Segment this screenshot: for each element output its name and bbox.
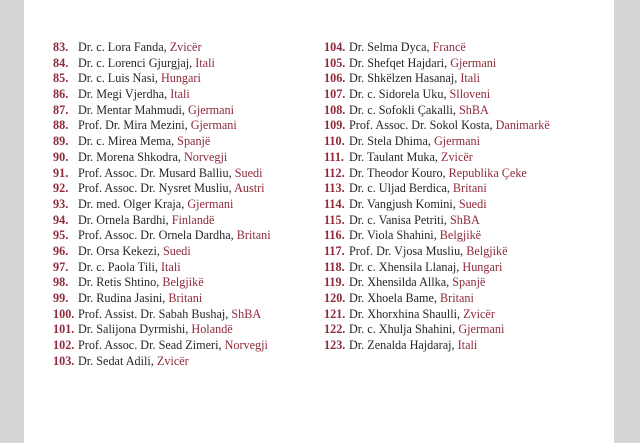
list-item: 120. Dr. Xhoela Bame, Britani	[324, 291, 474, 305]
entry-country: Britani	[236, 228, 271, 243]
entry-number: 111.	[324, 149, 344, 164]
entry-name: Dr. c. Xhulja Shahini	[349, 322, 453, 337]
list-item: 116. Dr. Viola Shahini, Belgjikë	[324, 228, 482, 243]
list-item: 83. Dr. c. Lora Fanda, Zvicër	[53, 40, 202, 54]
list-item: 118. Dr. c. Xhensila Llanaj, Hungari	[324, 259, 503, 274]
entry-name: Prof. Assoc. Dr. Musard Balliu	[78, 165, 229, 180]
entry-country: Itali	[170, 87, 190, 102]
entry-country: Hungari	[160, 71, 201, 86]
entry-number: 119.	[324, 275, 345, 290]
list-item: 110. Dr. Stela Dhima, Gjermani	[324, 134, 480, 149]
entry-country: Zvicër	[169, 40, 202, 54]
list-item: 123. Dr. Zenalda Hajdaraj, Itali	[324, 338, 478, 353]
list-item: 92. Prof. Assoc. Dr. Nysret Musliu, Austri	[53, 181, 265, 196]
entry-name: Dr. Viola Shahini	[349, 228, 434, 243]
entry-name: Dr. Morena Shkodra	[78, 149, 178, 164]
list-item: 103. Dr. Sedat Adili, Zvicër	[53, 353, 189, 368]
entry-name: Dr. c. Xhensila Llanaj	[349, 259, 457, 274]
list-item: 89. Dr. c. Mirea Mema, Spanjë	[53, 134, 211, 149]
entry-country: Gjermani	[188, 102, 235, 117]
list-item: 98. Dr. Retis Shtino, Belgjikë	[53, 275, 204, 290]
list-item: 108. Dr. c. Sofokli Çakalli, ShBA	[324, 102, 489, 117]
entry-name: Prof. Assoc. Dr. Nysret Musliu	[78, 181, 229, 196]
entry-country: Gjermani	[190, 118, 237, 133]
entry-name: Dr. c. Lora Fanda	[78, 40, 164, 54]
entry-name: Dr. Xhensilda Allka	[349, 275, 447, 290]
entry-country: Itali	[460, 71, 480, 86]
list-item: 94. Dr. Ornela Bardhi, Finlandë	[53, 212, 215, 227]
entry-name: Dr. Stela Dhima	[349, 134, 428, 149]
list-item: 115. Dr. c. Vanisa Petriti, ShBA	[324, 212, 480, 227]
entry-country: Austri	[234, 181, 265, 196]
list-column-right	[324, 40, 550, 354]
entry-country: Belgjikë	[466, 243, 508, 258]
entry-country: Zvicër	[463, 306, 495, 321]
entry-country: Gjermani	[458, 322, 505, 337]
entry-name: Dr. Vangjush Komini	[349, 196, 453, 211]
entry-country: Spanjë	[452, 275, 486, 290]
entry-country: Itali	[457, 338, 478, 353]
entry-country: Gjermani	[187, 196, 234, 211]
entry-name: Prof. Assist. Dr. Sabah Bushaj	[78, 306, 226, 321]
entry-country: Holandë	[191, 322, 233, 337]
entry-country: Itali	[160, 259, 181, 274]
list-item: 119. Dr. Xhensilda Allka, Spanjë	[324, 275, 486, 290]
entry-number: 123.	[324, 338, 346, 353]
entry-name: Dr. Sedat Adili	[78, 353, 151, 368]
entry-country: Slloveni	[449, 87, 491, 102]
entry-number: 109.	[324, 118, 346, 133]
entry-name: Prof. Assoc. Dr. Sead Zimeri	[78, 338, 219, 353]
entry-country: Suedi	[162, 243, 191, 258]
entry-country: Itali	[195, 55, 215, 70]
entry-country: Republika Çeke	[448, 165, 527, 180]
list-item: 86. Dr. Megi Vjerdha, Itali	[53, 87, 190, 102]
entry-number: 115.	[324, 212, 345, 227]
entry-number: 104.	[324, 40, 346, 54]
entry-name: Dr. Zenalda Hajdaraj	[349, 338, 452, 353]
entry-country: Britani	[168, 291, 203, 305]
entry-country: Gjermani	[433, 134, 480, 149]
entry-name: Dr. c. Lorenci Gjurgjaj	[78, 55, 190, 70]
entry-name: Dr. Orsa Kekezi	[78, 243, 157, 258]
entry-number: 85.	[53, 71, 69, 86]
list-item: 107. Dr. c. Sidorela Uku, Slloveni	[324, 87, 491, 102]
list-item: 111. Dr. Taulant Muka, Zvicër	[324, 149, 473, 164]
entry-name: Dr. Theodor Kouro	[349, 165, 443, 180]
list-item: 122. Dr. c. Xhulja Shahini, Gjermani	[324, 322, 505, 337]
list-item: 101. Dr. Salijona Dyrmishi, Holandë	[53, 322, 233, 337]
entry-country: Zvicër	[156, 353, 189, 368]
entry-number: 118.	[324, 259, 345, 274]
entry-number: 97.	[53, 259, 69, 274]
entry-country: Gjermani	[450, 55, 497, 70]
entry-country: Zvicër	[441, 149, 473, 164]
entry-country: Danimarkë	[495, 118, 550, 133]
entry-number: 84.	[53, 55, 69, 70]
list-item: 121. Dr. Xhorxhina Shaulli, Zvicër	[324, 306, 495, 321]
entry-name: Dr. c. Uljad Berdica	[349, 181, 447, 196]
list-item: 106. Dr. Shkëlzen Hasanaj, Itali	[324, 71, 480, 86]
entry-name: Dr. c. Mirea Mema	[78, 134, 172, 149]
entry-name: Dr. Rudina Jasini	[78, 291, 163, 305]
document-page	[24, 0, 614, 443]
entry-country: Francë	[432, 40, 466, 54]
entry-country: Suedi	[234, 165, 263, 180]
list-column-left	[53, 40, 271, 369]
list-item: 102. Prof. Assoc. Dr. Sead Zimeri, Norvegji	[53, 338, 268, 353]
entry-name: Dr. Selma Dyca	[349, 40, 427, 54]
entry-country: Spanjë	[177, 134, 211, 149]
entry-country: Finlandë	[171, 212, 215, 227]
entry-country: Britani	[440, 291, 474, 305]
entry-number: 95.	[53, 228, 69, 243]
entry-name: Prof. Dr. Mira Mezini	[78, 118, 185, 133]
entry-number: 108.	[324, 102, 346, 117]
entry-number: 121.	[324, 306, 346, 321]
entry-number: 116.	[324, 228, 345, 243]
entry-number: 90.	[53, 149, 69, 164]
entry-number: 92.	[53, 181, 69, 196]
entry-number: 113.	[324, 181, 345, 196]
entry-number: 88.	[53, 118, 69, 133]
entry-number: 117.	[324, 243, 345, 258]
entry-country: ShBA	[231, 306, 262, 321]
entry-name: Dr. c. Luis Nasi	[78, 71, 155, 86]
list-item: 112. Dr. Theodor Kouro, Republika Çeke	[324, 165, 527, 180]
entry-name: Dr. c. Vanisa Petriti	[349, 212, 444, 227]
entry-country: Britani	[452, 181, 487, 196]
entry-number: 99.	[53, 291, 69, 305]
entry-name: Dr. Retis Shtino	[78, 275, 157, 290]
entry-country: Hungari	[462, 259, 503, 274]
entry-name: Dr. Shkëlzen Hasanaj	[349, 71, 455, 86]
entry-number: 93.	[53, 196, 69, 211]
entry-country: Suedi	[458, 196, 487, 211]
list-item: 105. Dr. Shefqet Hajdari, Gjermani	[324, 55, 497, 70]
entry-name: Prof. Dr. Vjosa Musliu	[349, 243, 461, 258]
list-item: 96. Dr. Orsa Kekezi, Suedi	[53, 243, 191, 258]
entry-name: Prof. Assoc. Dr. Ornela Dardha	[78, 228, 231, 243]
entry-number: 87.	[53, 102, 69, 117]
entry-number: 120.	[324, 291, 346, 305]
entry-name: Dr. Xhoela Bame	[349, 291, 434, 305]
entry-country: Norvegji	[224, 338, 268, 353]
list-item: 99. Dr. Rudina Jasini, Britani	[53, 291, 203, 305]
entry-country: ShBA	[450, 212, 480, 227]
entry-country: ShBA	[459, 102, 489, 117]
entry-name: Dr. Mentar Mahmudi	[78, 102, 182, 117]
entry-number: 96.	[53, 243, 69, 258]
list-item: 87. Dr. Mentar Mahmudi, Gjermani	[53, 102, 235, 117]
entry-number: 105.	[324, 55, 346, 70]
entry-name: Dr. c. Paola Tili	[78, 259, 155, 274]
list-item: 117. Prof. Dr. Vjosa Musliu, Belgjikë	[324, 243, 508, 258]
list-item: 95. Prof. Assoc. Dr. Ornela Dardha, Britani	[53, 228, 271, 243]
entry-number: 102.	[53, 338, 75, 353]
entry-number: 106.	[324, 71, 346, 86]
entry-number: 89.	[53, 134, 69, 149]
entry-country: Belgjikë	[439, 228, 482, 243]
entry-name: Dr. Ornela Bardhi	[78, 212, 166, 227]
entry-number: 100.	[53, 306, 75, 321]
entry-number: 94.	[53, 212, 69, 227]
entry-country: Belgjikë	[162, 275, 204, 290]
entry-name: Dr. med. Olger Kraja	[78, 196, 182, 211]
list-item: 91. Prof. Assoc. Dr. Musard Balliu, Suedi	[53, 165, 263, 180]
entry-number: 83.	[53, 40, 69, 54]
entry-country: Norvegji	[183, 149, 228, 164]
entry-name: Dr. c. Sofokli Çakalli	[349, 102, 453, 117]
entry-name: Dr. Shefqet Hajdari	[349, 55, 445, 70]
entry-number: 91.	[53, 165, 69, 180]
entry-number: 114.	[324, 196, 345, 211]
list-item: 104. Dr. Selma Dyca, Francë	[324, 40, 466, 54]
list-item: 90. Dr. Morena Shkodra, Norvegji	[53, 149, 228, 164]
entry-name: Prof. Assoc. Dr. Sokol Kosta	[349, 118, 490, 133]
list-item: 113. Dr. c. Uljad Berdica, Britani	[324, 181, 487, 196]
entry-number: 110.	[324, 134, 345, 149]
entry-number: 98.	[53, 275, 69, 290]
list-item: 97. Dr. c. Paola Tili, Itali	[53, 259, 181, 274]
list-item: 109. Prof. Assoc. Dr. Sokol Kosta, Danimarkë	[324, 118, 550, 133]
entry-name: Dr. Megi Vjerdha	[78, 87, 165, 102]
list-item: 114. Dr. Vangjush Komini, Suedi	[324, 196, 487, 211]
entry-name: Dr. c. Sidorela Uku	[349, 87, 444, 102]
list-item: 88. Prof. Dr. Mira Mezini, Gjermani	[53, 118, 237, 133]
entry-number: 112.	[324, 165, 345, 180]
list-item: 84. Dr. c. Lorenci Gjurgjaj, Itali	[53, 55, 215, 70]
entry-number: 122.	[324, 322, 346, 337]
list-item: 100. Prof. Assist. Dr. Sabah Bushaj, ShBA	[53, 306, 262, 321]
entry-name: Dr. Taulant Muka	[349, 149, 435, 164]
entry-number: 107.	[324, 87, 346, 102]
list-item: 93. Dr. med. Olger Kraja, Gjermani	[53, 196, 234, 211]
entry-name: Dr. Salijona Dyrmishi	[78, 322, 186, 337]
entry-number: 86.	[53, 87, 69, 102]
list-item: 85. Dr. c. Luis Nasi, Hungari	[53, 71, 201, 86]
entry-name: Dr. Xhorxhina Shaulli	[349, 306, 457, 321]
entry-number: 103.	[53, 353, 75, 368]
entry-number: 101.	[53, 322, 75, 337]
